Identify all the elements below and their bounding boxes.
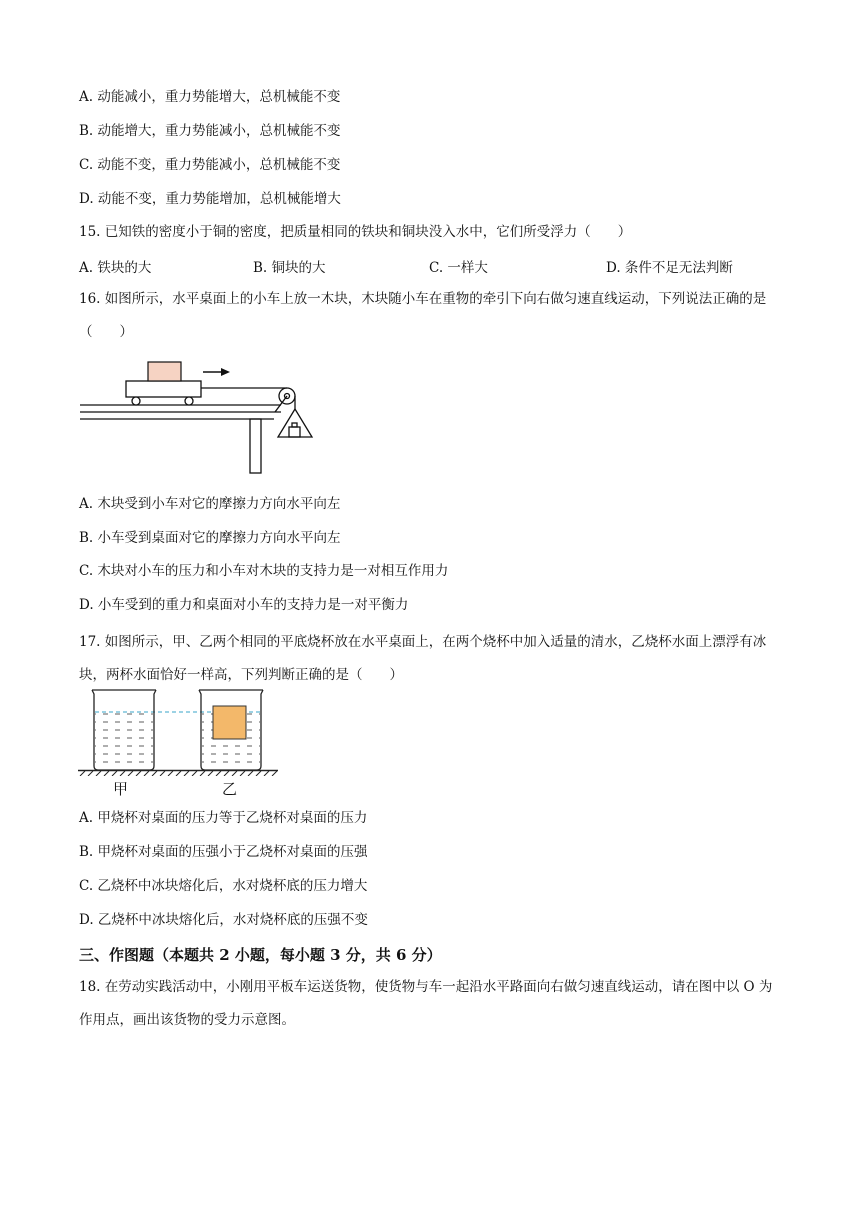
q17-figure — [78, 686, 283, 776]
q14-option-c: C. 动能不变，重力势能减小，总机械能不变 — [79, 157, 341, 173]
q17-option-b: B. 甲烧杯对桌面的压强小于乙烧杯对桌面的压强 — [79, 844, 368, 860]
q16-option-c: C. 木块对小车的压力和小车对木块的支持力是一对相互作用力 — [79, 563, 449, 579]
q15-option-c: C. 一样大 — [429, 260, 488, 276]
q14-option-b: B. 动能增大，重力势能减小，总机械能不变 — [79, 123, 341, 139]
q17-option-c: C. 乙烧杯中冰块熔化后，水对烧杯底的压力增大 — [79, 878, 368, 894]
q18-stem: 18. 在劳动实践活动中，小刚用平板车运送货物，使货物与车一起沿水平路面向右做匀速直线运动，请在图中以 O 为作用点，画出该货物的受力示意图。 — [79, 979, 773, 1028]
q15-option-d: D. 条件不足无法判断 — [606, 260, 733, 276]
q17-label-yi: 乙 — [222, 780, 238, 798]
q16-option-a: A. 木块受到小车对它的摩擦力方向水平向左 — [79, 496, 341, 512]
q16-option-b: B. 小车受到桌面对它的摩擦力方向水平向左 — [79, 530, 341, 546]
q16-wood-block — [148, 362, 181, 381]
q16-figure — [78, 357, 323, 477]
q16-stem: 16. 如图所示，水平桌面上的小车上放一木块，木块随小车在重物的牵引下向右做匀速直线运动，下列说法正确的是（ ） — [79, 291, 767, 340]
q17-option-d: D. 乙烧杯中冰块熔化后，水对烧杯底的压强不变 — [79, 912, 368, 928]
q17-stem: 17. 如图所示，甲、乙两个相同的平底烧杯放在水平桌面上，在两个烧杯中加入适量的清水，乙烧杯水面上漂浮有冰块，两杯水面恰好一样高，下列判断正确的是（ ） — [79, 634, 767, 683]
q14-option-d: D. 动能不变，重力势能增加，总机械能增大 — [79, 191, 341, 207]
q16-motion-arrow — [203, 368, 230, 376]
q15-stem: 15. 已知铁的密度小于铜的密度，把质量相同的铁块和铜块没入水中，它们所受浮力（ ） — [79, 224, 632, 240]
section-3-title: 三、作图题（本题共 2 小题，每小题 3 分，共 6 分） — [79, 946, 442, 964]
q15-option-b: B. 铜块的大 — [253, 260, 326, 276]
q15-options — [79, 256, 784, 276]
q16-option-d: D. 小车受到的重力和桌面对小车的支持力是一对平衡力 — [79, 597, 409, 613]
q17-ice-cube — [213, 706, 246, 739]
q17-option-a: A. 甲烧杯对桌面的压力等于乙烧杯对桌面的压力 — [79, 810, 368, 826]
q17-label-jia: 甲 — [113, 780, 129, 798]
q14-option-a: A. 动能减小，重力势能增大，总机械能不变 — [79, 89, 341, 105]
q15-option-a: A. 铁块的大 — [79, 260, 152, 276]
